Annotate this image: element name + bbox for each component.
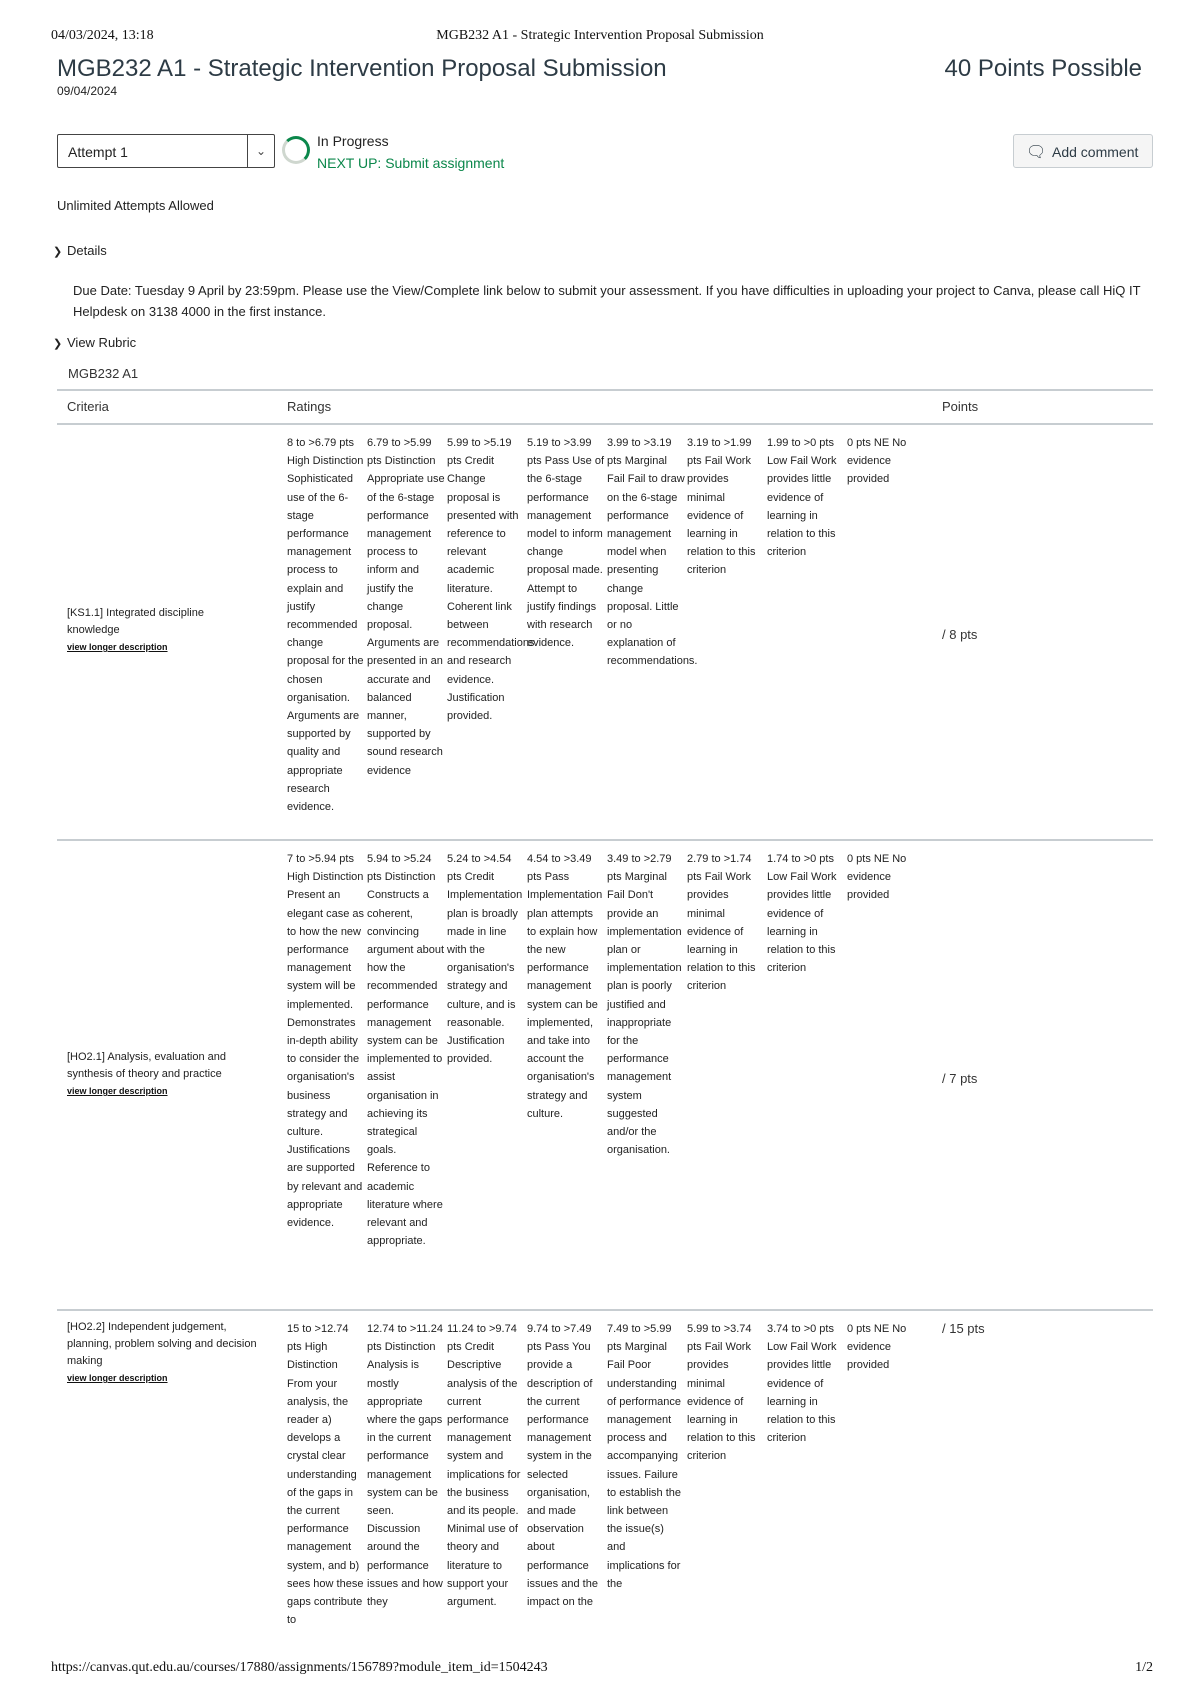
page-number: 1/2 [1135, 1660, 1153, 1675]
details-toggle[interactable] [53, 243, 107, 258]
rating-cell: 7 to >5.94 pts High Distinction Present an elegant case as to how the new performance management system will be implemented. Demonstrates in-depth ability to consider the organisation's business strategy and culture. Justifications are supported by relevant and appropriate evidence. [287, 853, 365, 1230]
rating-cell: 12.74 to >11.24 pts Distinction Analysis is mostly appropriate where the gaps in the current performance management system can be seen. Discussion around the performance issues and how they [367, 1323, 443, 1609]
rating-cell: 7.49 to >5.99 pts Marginal Fail Poor understanding of performance management process and accompanying issues. Failure to establish the link between the issue(s) and implications for the [607, 1323, 681, 1590]
rating-cell: 5.24 to >4.54 pts Credit Implementation plan is broadly made in line with the organisation's strategy and culture, and is reasonable. Justification provided. [447, 853, 523, 1066]
rating-cell: 0 pts NE No evidence provided [847, 1323, 907, 1372]
rubric-divider [57, 1309, 1153, 1311]
view-rubric-label: View Rubric [67, 335, 137, 350]
add-comment-label: Add comment [1052, 144, 1139, 160]
rating-cell: 3.49 to >2.79 pts Marginal Fail Don't provide an implementation plan or implementation plan is poorly justified and inappropriate for the performance management system suggested and/or the organisation. [607, 853, 682, 1157]
criterion-cell [67, 1049, 257, 1100]
criterion-points: / 15 pts [942, 1321, 985, 1336]
ratings-header: Ratings [287, 399, 332, 414]
rubric-title: MGB232 A1 [68, 366, 139, 381]
view-longer-description-link[interactable]: view longer description [67, 1373, 168, 1383]
next-up-text: NEXT UP: Submit assignment [317, 155, 505, 171]
rating-cell: 2.79 to >1.74 pts Fail Work provides minimal evidence of learning in relation to this criterion [687, 853, 756, 993]
rating-cell: 0 pts NE No evidence provided [847, 437, 907, 486]
rating-cell: 1.74 to >0 pts Low Fail Work provides little evidence of learning in relation to this criterion [767, 853, 837, 975]
criterion-cell [67, 1319, 257, 1387]
rating-cell: 1.99 to >0 pts Low Fail Work provides little evidence of learning in relation to this criterion [767, 437, 837, 559]
rating-cell: 4.54 to >3.49 pts Pass Implementation plan attempts to explain how the new performance management system can be implemented, and take into account the organisation's strategy and culture. [527, 853, 603, 1120]
attempts-allowed: Unlimited Attempts Allowed [57, 198, 214, 213]
rating-cell: 5.19 to >3.99 pts Pass Use of the 6-stage performance management model to inform change proposal made. Attempt to justify findings with research evidence. [527, 437, 605, 650]
rating-cell: 5.99 to >3.74 pts Fail Work provides minimal evidence of learning in relation to this criterion [687, 1323, 756, 1463]
rating-cell: 3.19 to >1.99 pts Fail Work provides minimal evidence of learning in relation to this criterion [687, 437, 756, 577]
details-label: Details [67, 243, 107, 258]
attempt-status: In Progress [317, 133, 389, 149]
rating-cell: 15 to >12.74 pts High Distinction From your analysis, the reader a) develops a crystal clear understanding of the gaps in the current performance management system, and b) sees how these gaps contribute to [287, 1323, 364, 1627]
chevron-down-icon[interactable]: ⌄ [247, 135, 274, 167]
chevron-down-icon: ❯ [53, 338, 63, 350]
rating-cell: 6.79 to >5.99 pts Distinction Appropriate use of the 6-stage performance management process to inform and justify the change proposal. Arguments are presented in an accurate and balanced manner, supported by sound research evidence [367, 437, 445, 777]
rating-cell: 9.74 to >7.49 pts Pass You provide a description of the current performance management system in the selected organisation, and made observation about performance issues and the impact on the [527, 1323, 598, 1609]
attempt-select-value: Attempt 1 [68, 144, 128, 160]
print-doc-title: MGB232 A1 - Strategic Intervention Proposal Submission [436, 28, 764, 43]
criteria-header: Criteria [67, 399, 109, 414]
points-header: Points [942, 399, 979, 414]
points-possible: 40 Points Possible [944, 55, 1142, 82]
add-comment-button[interactable] [1013, 134, 1153, 168]
rating-cell: 3.74 to >0 pts Low Fail Work provides little evidence of learning in relation to this criterion [767, 1323, 837, 1445]
rating-cell: 3.99 to >3.19 pts Marginal Fail Fail to draw on the 6-stage performance management model when presenting change proposal. Little or no explanation of recommendations. [607, 437, 698, 668]
rating-cell: 0 pts NE No evidence provided [847, 853, 907, 902]
rating-cell: 11.24 to >9.74 pts Credit Descriptive analysis of the current performance management system and implications for the business and its people. Minimal use of theory and literature to support your argument. [447, 1323, 521, 1609]
page-url: https://canvas.qut.edu.au/courses/17880/assignments/156789?module_item_id=1504243 [51, 1660, 548, 1675]
criterion-cell [67, 605, 257, 656]
rating-cell: 8 to >6.79 pts High Distinction Sophisticated use of the 6-stage performance management process to explain and justify recommended change proposal for the chosen organisation. Arguments are supported by quality and appropriate research evidence. [287, 437, 364, 814]
print-header [0, 28, 1200, 48]
criterion-title: [KS1.1] Integrated discipline knowledge [67, 607, 204, 636]
due-description: Due Date: Tuesday 9 April by 23:59pm. Please use the View/Complete link below to submit your assessment. If you have difficulties in uploading your project to Canva, please call HiQ IT Helpdesk on 3138 4000 in the first instance. [73, 283, 1141, 319]
view-rubric-toggle[interactable] [53, 335, 136, 350]
rubric-divider [57, 839, 1153, 841]
print-datetime: 04/03/2024, 13:18 [51, 28, 154, 43]
chevron-down-icon: ❯ [53, 246, 63, 258]
criterion-points: / 8 pts [942, 627, 978, 642]
rubric-divider [57, 389, 1153, 391]
rating-cell: 5.99 to >5.19 pts Credit Change proposal is presented with reference to relevant academic literature. Coherent link between recommendations and research evidence. Justification provided. [447, 437, 535, 723]
criterion-points: / 7 pts [942, 1071, 978, 1086]
rating-cell: 5.94 to >5.24 pts Distinction Constructs a coherent, convincing argument about how the recommended performance management system can be implemented to assist organisation in achieving its strategical goals. Reference to academic literature where relevant and appropriate. [367, 853, 445, 1248]
print-footer [0, 1660, 1200, 1680]
due-date: 09/04/2024 [57, 84, 118, 98]
view-longer-description-link[interactable]: view longer description [67, 1086, 168, 1096]
attempt-select[interactable] [57, 134, 275, 168]
rubric-table [57, 389, 1153, 1644]
progress-ring-icon [282, 136, 310, 164]
page-title: MGB232 A1 - Strategic Intervention Proposal Submission [57, 55, 667, 82]
view-longer-description-link[interactable]: view longer description [67, 642, 168, 652]
rubric-divider [57, 423, 1153, 425]
criterion-title: [HO2.2] Independent judgement, planning, problem solving and decision making [67, 1321, 257, 1367]
criterion-title: [HO2.1] Analysis, evaluation and synthesis of theory and practice [67, 1051, 226, 1080]
comment-icon: 🗨 [1026, 144, 1047, 161]
